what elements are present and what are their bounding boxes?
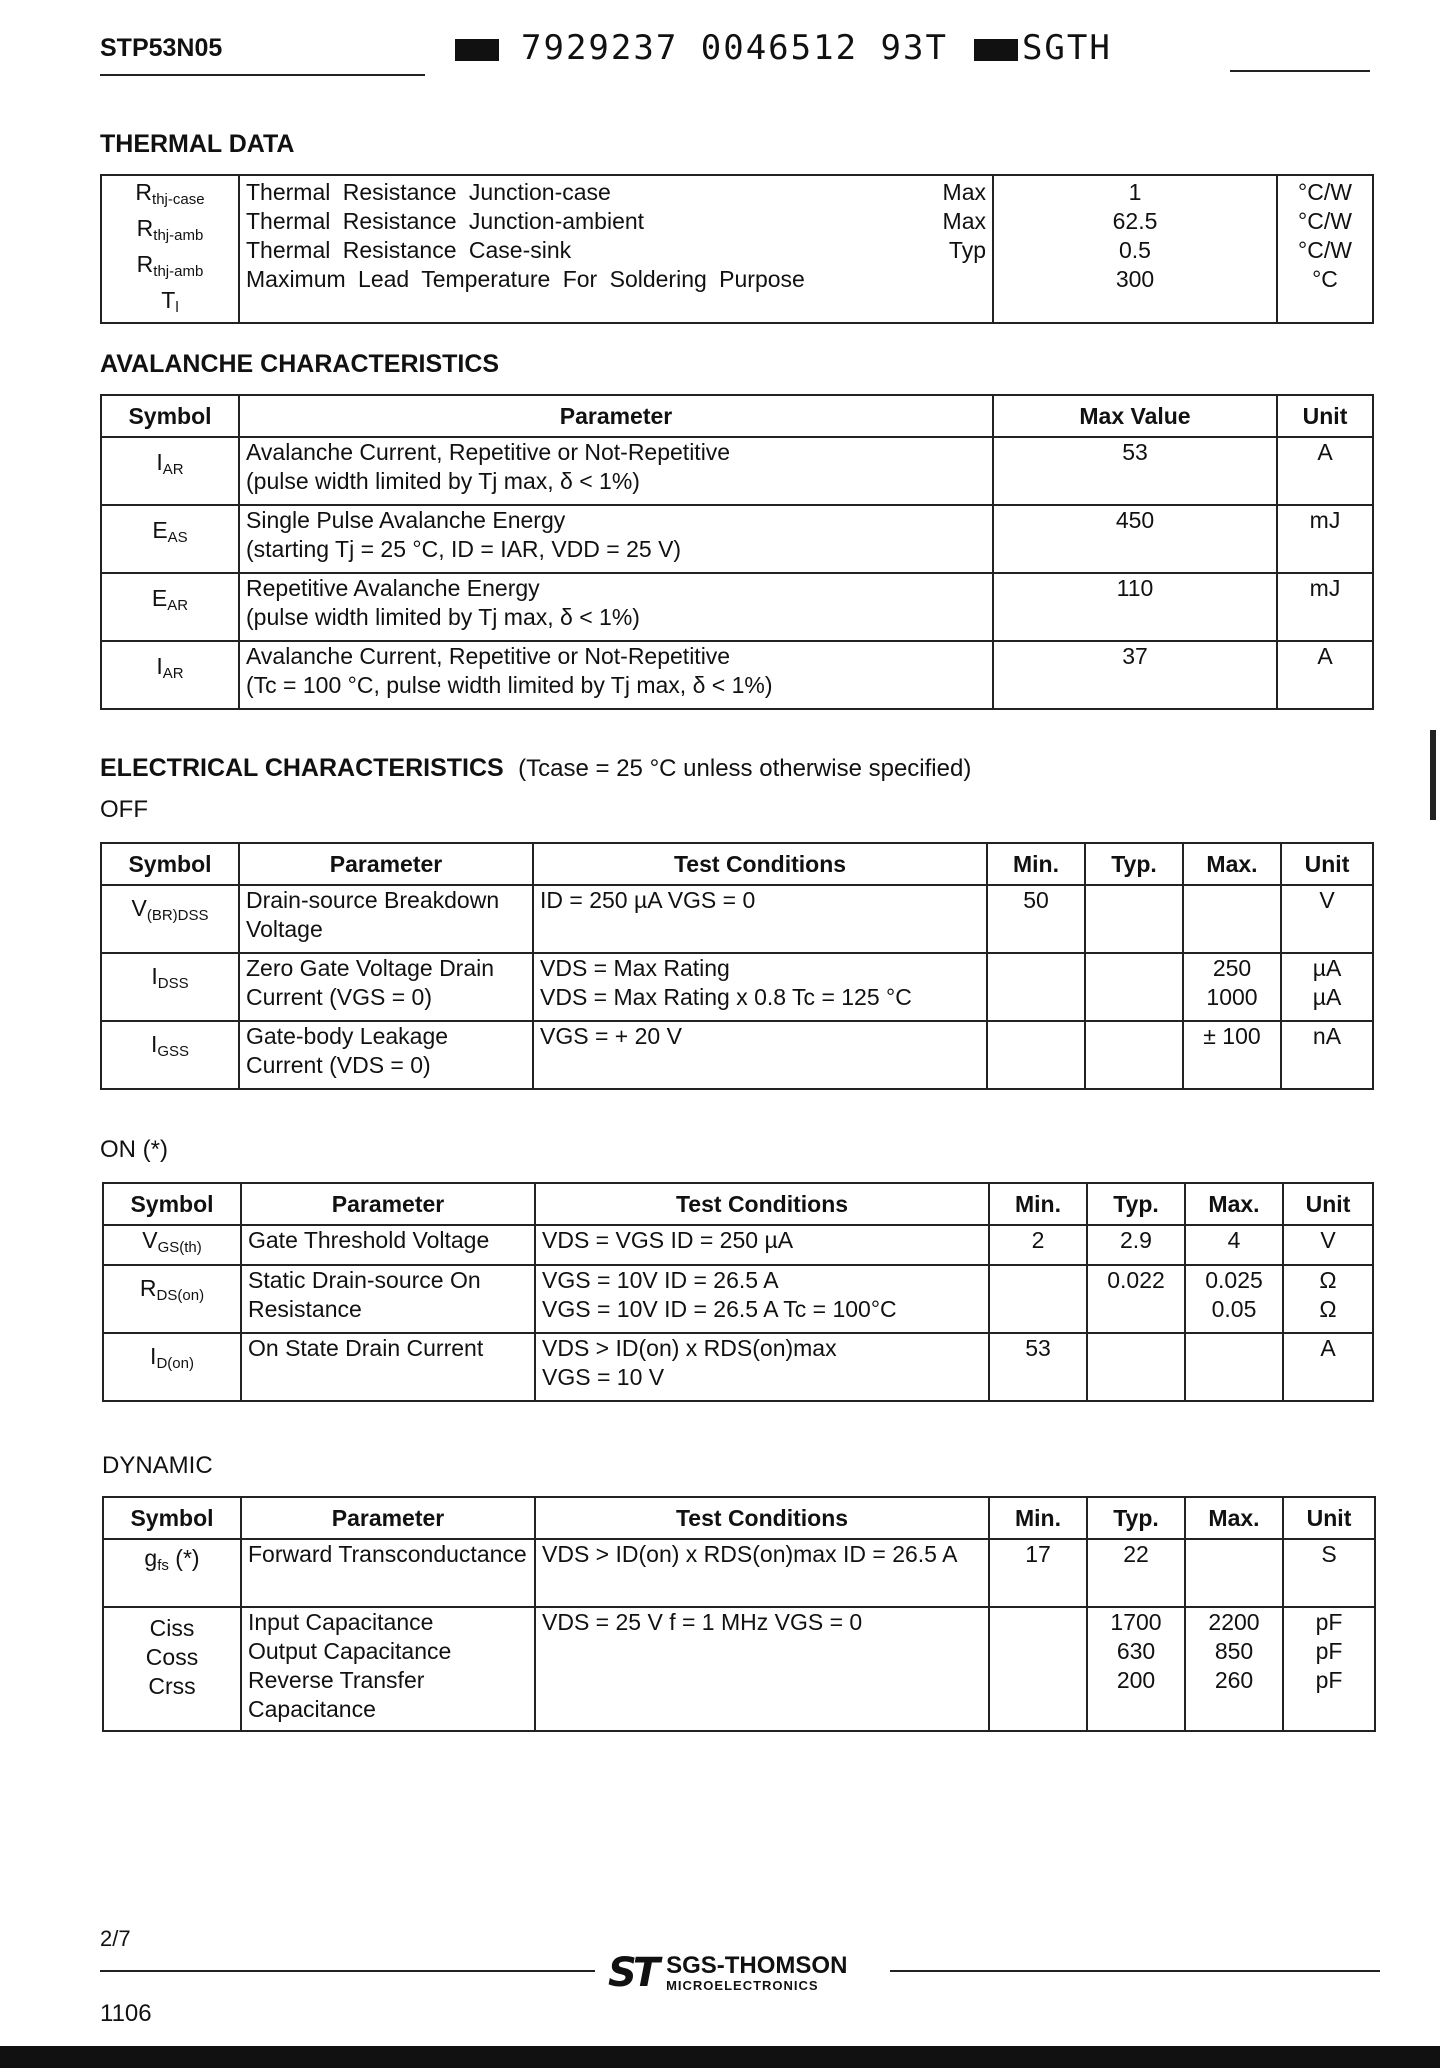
test-cell: VDS > ID(on) x RDS(on)max VGS = 10 V [535, 1333, 989, 1401]
parameter-cell: Forward Transconductance [241, 1539, 535, 1607]
col-symbol: Symbol [103, 1497, 241, 1539]
unit-cell: µA µA [1281, 953, 1373, 1021]
symbol-cell: Ciss Coss Crss [103, 1607, 241, 1731]
thermal-param-row: Thermal Resistance Case-sink Typ [246, 237, 986, 263]
thermal-value: 0.5 [1119, 237, 1151, 263]
parameter-cell: Static Drain-source On Resistance [241, 1265, 535, 1333]
barcode-suffix: SGTH [1021, 28, 1112, 68]
test-cell: ID = 250 µA VGS = 0 [533, 885, 987, 953]
table-row [103, 1607, 1375, 1731]
parameter-cell: Input Capacitance Output Capacitance Reverse Transfer Capacitance [241, 1607, 535, 1731]
thermal-symbol: $R_{thj-amb}$ [136, 215, 204, 244]
symbol-cell: $I_{AR}$ [101, 641, 239, 709]
parameter-cell: Single Pulse Avalanche Energy (starting Tj = 25 °C, ID = IAR, VDD = 25 V) [239, 505, 993, 573]
min-cell: 53 [989, 1333, 1087, 1401]
thermal-param-row: Maximum Lead Temperature For Soldering Purpose [246, 266, 805, 292]
unit-cell: A [1277, 641, 1373, 709]
col-max-value: Max Value [993, 395, 1277, 437]
header-rule-right [1230, 70, 1370, 72]
typ-cell: 2.9 [1087, 1225, 1185, 1265]
barcode-block-icon [974, 39, 1018, 61]
thermal-param-row: Thermal Resistance Junction-ambient Max [246, 208, 986, 234]
table-row [103, 1333, 1373, 1401]
thermal-value: 62.5 [1112, 208, 1158, 234]
st-logo-icon: ST [608, 1950, 657, 1996]
table-row [101, 573, 1373, 641]
col-min: Min. [989, 1183, 1087, 1225]
max-cell [1185, 1333, 1283, 1401]
unit-cell: pF pF pF [1283, 1607, 1375, 1731]
symbol-cell: $g_{fs}$ (*) [103, 1539, 241, 1607]
thermal-symbol: $R_{thj-amb}$ [136, 251, 204, 280]
thermal-value: 300 [1115, 266, 1155, 292]
thermal-unit: °C/W [1298, 179, 1352, 205]
typ-cell: 0.022 [1087, 1265, 1185, 1333]
table-row [101, 885, 1373, 953]
unit-cell: nA [1281, 1021, 1373, 1089]
max-cell: 2200 850 260 [1185, 1607, 1283, 1731]
min-cell [987, 953, 1085, 1021]
parameter-cell: Zero Gate Voltage Drain Current (VGS = 0) [239, 953, 533, 1021]
col-typ: Typ. [1087, 1183, 1185, 1225]
barcode-text: 7929237 0046512 93T [521, 28, 948, 68]
symbol-cell: $E_{AR}$ [101, 573, 239, 641]
max-cell: 0.025 0.05 [1185, 1265, 1283, 1333]
logo-text [666, 1951, 848, 1993]
footer-rule-right [890, 1970, 1380, 1972]
max-cell: 4 [1185, 1225, 1283, 1265]
company-logo [608, 1950, 847, 1996]
min-cell: 17 [989, 1539, 1087, 1607]
table-row [101, 1021, 1373, 1089]
unit-cell: Ω Ω [1283, 1265, 1373, 1333]
on-title: ON (*) [100, 1136, 168, 1163]
company-division: MICROELECTRONICS [666, 1977, 819, 1993]
thermal-param-row: Thermal Resistance Junction-case Max [246, 179, 986, 205]
page-number: 2/7 [100, 1926, 131, 1951]
col-min: Min. [987, 843, 1085, 885]
thermal-unit: °C/W [1298, 208, 1352, 234]
min-cell: 50 [987, 885, 1085, 953]
header-rule-left [100, 74, 425, 76]
col-max: Max. [1185, 1497, 1283, 1539]
col-test-conditions: Test Conditions [533, 843, 987, 885]
test-cell: VDS = Max Rating VDS = Max Rating x 0.8 Tc = 125 °C [533, 953, 987, 1021]
parameter-cell: On State Drain Current [241, 1333, 535, 1401]
test-cell: VDS = 25 V f = 1 MHz VGS = 0 [535, 1607, 989, 1731]
unit-cell: mJ [1277, 505, 1373, 573]
symbol-cell: $V_{(BR)DSS}$ [101, 885, 239, 953]
col-unit: Unit [1281, 843, 1373, 885]
col-symbol: Symbol [103, 1183, 241, 1225]
thermal-title: THERMAL DATA [100, 130, 295, 158]
col-unit: Unit [1283, 1497, 1375, 1539]
table-row [101, 953, 1373, 1021]
parameter-cell: Avalanche Current, Repetitive or Not-Repetitive (pulse width limited by Tj max, δ < 1%) [239, 437, 993, 505]
typ-cell [1085, 953, 1183, 1021]
unit-cell: A [1277, 437, 1373, 505]
barcode-block-icon [455, 39, 499, 61]
col-test-conditions: Test Conditions [535, 1183, 989, 1225]
table-row [103, 1225, 1373, 1265]
value-cell: 110 [993, 573, 1277, 641]
value-cell: 37 [993, 641, 1277, 709]
company-name: SGS-THOMSON [666, 1951, 848, 1979]
col-unit: Unit [1283, 1183, 1373, 1225]
avalanche-table [100, 394, 1374, 710]
thermal-value: 1 [1128, 179, 1142, 205]
on-table [102, 1182, 1374, 1402]
thermal-unit: °C [1312, 266, 1338, 292]
min-cell [989, 1265, 1087, 1333]
col-parameter: Parameter [241, 1183, 535, 1225]
table-row [103, 1265, 1373, 1333]
thermal-unit: °C/W [1298, 237, 1352, 263]
symbol-cell: $I_{GSS}$ [101, 1021, 239, 1089]
scan-edge [0, 2046, 1440, 2068]
thermal-parameters [239, 175, 993, 323]
col-symbol: Symbol [101, 843, 239, 885]
thermal-values [993, 175, 1277, 323]
col-unit: Unit [1277, 395, 1373, 437]
thermal-symbols [101, 175, 239, 323]
table-row [103, 1539, 1375, 1607]
typ-cell: 22 [1087, 1539, 1185, 1607]
document-number: 1106 [100, 2000, 152, 2027]
unit-cell: V [1283, 1225, 1373, 1265]
footer-rule-left [100, 1970, 595, 1972]
test-cell: VGS = + 20 V [533, 1021, 987, 1089]
col-parameter: Parameter [239, 395, 993, 437]
table-row [101, 437, 1373, 505]
min-cell: 2 [989, 1225, 1087, 1265]
min-cell [989, 1607, 1087, 1731]
symbol-cell: $I_{D(on)}$ [103, 1333, 241, 1401]
table-row [101, 641, 1373, 709]
table-row [101, 505, 1373, 573]
parameter-cell: Repetitive Avalanche Energy (pulse width limited by Tj max, δ < 1%) [239, 573, 993, 641]
symbol-cell: $I_{DSS}$ [101, 953, 239, 1021]
value-cell: 450 [993, 505, 1277, 573]
col-max: Max. [1183, 843, 1281, 885]
unit-cell: mJ [1277, 573, 1373, 641]
test-cell: VGS = 10V ID = 26.5 A VGS = 10V ID = 26.5 A Tc = 100°C [535, 1265, 989, 1333]
electrical-title: ELECTRICAL CHARACTERISTICS [100, 754, 504, 782]
thermal-table [100, 174, 1374, 324]
max-cell: 250 1000 [1183, 953, 1281, 1021]
min-cell [987, 1021, 1085, 1089]
typ-cell [1087, 1333, 1185, 1401]
unit-cell: A [1283, 1333, 1373, 1401]
off-table [100, 842, 1374, 1090]
edge-mark [1430, 730, 1436, 820]
max-cell: ± 100 [1183, 1021, 1281, 1089]
value-cell: 53 [993, 437, 1277, 505]
col-test-conditions: Test Conditions [535, 1497, 989, 1539]
thermal-symbol: $R_{thj-case}$ [135, 179, 205, 208]
test-cell: VDS = VGS ID = 250 µA [535, 1225, 989, 1265]
col-min: Min. [989, 1497, 1087, 1539]
avalanche-title: AVALANCHE CHARACTERISTICS [100, 350, 500, 378]
col-typ: Typ. [1085, 843, 1183, 885]
parameter-cell: Gate-body Leakage Current (VDS = 0) [239, 1021, 533, 1089]
col-typ: Typ. [1087, 1497, 1185, 1539]
parameter-cell: Avalanche Current, Repetitive or Not-Repetitive (Tc = 100 °C, pulse width limited by Tj max, δ < 1%) [239, 641, 993, 709]
barcode [455, 28, 1112, 68]
parameter-cell: Drain-source Breakdown Voltage [239, 885, 533, 953]
symbol-cell: $R_{DS(on)}$ [103, 1265, 241, 1333]
col-symbol: Symbol [101, 395, 239, 437]
col-parameter: Parameter [241, 1497, 535, 1539]
symbol-cell: $E_{AS}$ [101, 505, 239, 573]
typ-cell: 1700 630 200 [1087, 1607, 1185, 1731]
thermal-units [1277, 175, 1373, 323]
unit-cell: S [1283, 1539, 1375, 1607]
electrical-condition: (Tcase = 25 °C unless otherwise specified) [518, 755, 972, 782]
col-parameter: Parameter [239, 843, 533, 885]
symbol-cell: $V_{GS(th)}$ [103, 1225, 241, 1265]
off-title: OFF [100, 796, 148, 823]
part-number: STP53N05 [100, 34, 223, 62]
thermal-symbol: $T_l$ [161, 287, 179, 316]
dynamic-table [102, 1496, 1376, 1732]
max-cell [1185, 1539, 1283, 1607]
unit-cell: V [1281, 885, 1373, 953]
col-max: Max. [1185, 1183, 1283, 1225]
parameter-cell: Gate Threshold Voltage [241, 1225, 535, 1265]
typ-cell [1085, 885, 1183, 953]
electrical-heading [100, 754, 971, 783]
typ-cell [1085, 1021, 1183, 1089]
symbol-cell: $I_{AR}$ [101, 437, 239, 505]
dynamic-title: DYNAMIC [102, 1452, 213, 1479]
test-cell: VDS > ID(on) x RDS(on)max ID = 26.5 A [535, 1539, 989, 1607]
max-cell [1183, 885, 1281, 953]
